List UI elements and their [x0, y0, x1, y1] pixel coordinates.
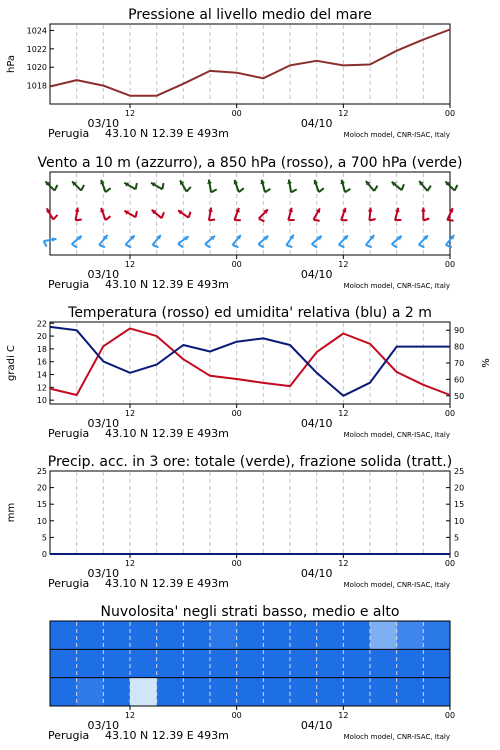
time-tick-label: 00	[444, 559, 456, 568]
location-name: Perugia	[48, 729, 90, 742]
time-tick-label: 12	[338, 559, 349, 568]
wind-arrow	[208, 208, 215, 221]
time-tick-label: 12	[338, 409, 349, 418]
wind-arrow	[180, 180, 191, 191]
wind-level-0	[45, 180, 457, 193]
time-tick-label: 12	[124, 559, 136, 568]
wind-arrow	[100, 180, 110, 192]
y-tick-label-right: 15	[454, 500, 465, 510]
time-tick-label: 00	[444, 260, 456, 269]
cloud-cell	[263, 678, 290, 707]
wind-arrow-barb	[265, 189, 270, 192]
clouds-title: Nuvolosita' negli strati basso, medio e alto	[100, 604, 400, 620]
wind-arrow	[45, 181, 57, 190]
wind-arrow-barb	[55, 185, 58, 191]
wind-arrow-barb	[136, 211, 137, 217]
temperature-gridlines	[77, 323, 424, 403]
wind-arrow-barb	[187, 187, 191, 192]
wind-arrow	[152, 210, 164, 218]
y-tick-label: 1020	[26, 63, 47, 73]
wind-arrow	[287, 180, 296, 193]
wind-arrow	[340, 180, 350, 193]
y-tick-label: 16	[36, 357, 47, 367]
wind-arrow-barb	[259, 219, 265, 222]
date-label: 03/10	[87, 567, 120, 580]
cloud-cell	[370, 621, 397, 650]
location-name: Perugia	[48, 427, 90, 440]
date-label: 04/10	[300, 417, 333, 430]
cloud-cell	[397, 678, 424, 707]
cloud-cell	[263, 621, 290, 650]
pressure-frame	[50, 24, 450, 104]
precipitation-panel	[6, 454, 464, 590]
wind-arrow-barb	[76, 219, 82, 220]
location-coords: 43.10 N 12.39 E 493m	[105, 577, 229, 590]
wind-level-1	[47, 208, 454, 222]
wind-panel	[37, 155, 462, 291]
wind-arrow-barb	[239, 188, 244, 192]
wind-arrow	[75, 208, 82, 221]
time-tick-label: 00	[231, 409, 242, 418]
time-tick-label: 12	[338, 109, 349, 118]
y-tick-label-right: 5	[454, 533, 460, 543]
y-tick-label: 1024	[26, 26, 47, 36]
wind-arrow	[234, 180, 244, 192]
wind-arrow-barb	[319, 188, 324, 192]
cloud-cells	[50, 621, 451, 707]
location-coords: 43.10 N 12.39 E 493m	[105, 278, 229, 291]
cloud-cell	[343, 621, 370, 650]
wind-arrow	[313, 208, 320, 221]
wind-arrow-barb	[136, 183, 137, 189]
time-tick-label: 00	[231, 260, 242, 269]
cloud-cell	[290, 649, 317, 678]
cloud-cell	[183, 678, 210, 707]
wind-arrow-barb	[178, 244, 183, 248]
location-name: Perugia	[48, 577, 90, 590]
date-label: 03/10	[87, 268, 120, 281]
humidity-line	[50, 327, 450, 396]
y-tick-label: 1018	[26, 81, 47, 91]
y-axis-label: mm	[6, 502, 17, 523]
wind-arrow	[341, 208, 347, 220]
cloud-cell	[370, 678, 397, 707]
precipitation-frame	[50, 471, 450, 554]
wind-arrow	[445, 181, 457, 190]
location-name: Perugia	[48, 127, 90, 140]
wind-arrow-barb	[99, 245, 105, 247]
cloud-cell	[343, 678, 370, 707]
wind-arrow	[207, 180, 216, 193]
wind-arrow-barb	[345, 189, 350, 192]
cloud-cell	[317, 649, 344, 678]
y-tick-label-right: 10	[454, 516, 465, 526]
y-tick-label-right: 20	[454, 483, 465, 493]
wind-arrow-barb	[162, 183, 163, 189]
cloud-cell	[157, 678, 184, 707]
wind-arrow-barb	[106, 216, 111, 220]
y-tick-label-right: 70	[454, 359, 465, 368]
cloud-cell	[103, 621, 130, 650]
time-tick-label: 00	[231, 711, 242, 720]
location-coords: 43.10 N 12.39 E 493m	[105, 427, 229, 440]
cloud-cell	[210, 649, 237, 678]
cloud-cell	[130, 678, 157, 707]
model-credit: Moloch model, CNR-ISAC, Italy	[343, 131, 450, 139]
wind-arrow-head	[421, 208, 426, 212]
model-credit: Moloch model, CNR-ISAC, Italy	[343, 581, 450, 589]
y-tick-label: 12	[36, 383, 47, 393]
time-tick-label: 12	[124, 260, 136, 269]
pressure-title: Pressione al livello medio del mare	[128, 7, 372, 23]
temperature-line	[50, 328, 450, 395]
cloud-cell	[157, 649, 184, 678]
y-tick-label: 14	[36, 370, 47, 380]
model-credit: Moloch model, CNR-ISAC, Italy	[343, 431, 450, 439]
y-axis-label: hPa	[6, 54, 17, 74]
wind-arrow-barb	[152, 245, 158, 247]
wind-arrow	[178, 210, 190, 217]
y-tick-label: 22	[36, 319, 47, 329]
wind-arrow-barb	[366, 245, 372, 247]
cloud-cell	[130, 649, 157, 678]
time-tick-label: 00	[231, 559, 242, 568]
clouds-panel	[48, 604, 455, 742]
cloud-cell	[343, 649, 370, 678]
wind-arrow	[314, 180, 324, 192]
wind-arrow-barb	[402, 184, 404, 190]
precipitation-title: Precip. acc. in 3 ore: totale (verde), frazione solida (tratt.)	[47, 454, 453, 470]
wind-arrow-barb	[291, 189, 297, 192]
time-tick-label: 12	[124, 409, 136, 418]
wind-arrow-barb	[106, 188, 111, 192]
cloud-cell	[157, 621, 184, 650]
y-tick-label-right: 60	[454, 375, 465, 385]
y-tick-label: 0	[41, 550, 47, 559]
wind-arrow	[366, 181, 378, 191]
y-tick-label-right: 25	[454, 467, 465, 476]
time-tick-label: 00	[231, 109, 242, 118]
wind-arrow-barb	[189, 212, 191, 218]
y-tick-label: 25	[36, 467, 47, 476]
wind-arrow-barb	[209, 219, 215, 220]
cloud-cell	[317, 621, 344, 650]
wind-level-2	[44, 235, 455, 248]
model-credit: Moloch model, CNR-ISAC, Italy	[343, 282, 450, 290]
cloud-cell	[210, 621, 237, 650]
wind-arrow-barb	[232, 245, 238, 247]
cloud-cell	[317, 678, 344, 707]
cloud-cell	[77, 678, 104, 707]
wind-arrow	[392, 182, 404, 190]
wind-arrow	[260, 180, 270, 193]
wind-arrow	[368, 208, 376, 221]
date-label: 04/10	[300, 268, 333, 281]
cloud-cell	[290, 678, 317, 707]
wind-arrow	[419, 181, 431, 191]
time-tick-label: 12	[124, 711, 136, 720]
cloud-cell	[130, 621, 157, 650]
wind-arrow-barb	[81, 185, 84, 191]
y-tick-label-right: 80	[454, 342, 465, 352]
wind-arrow-barb	[286, 245, 292, 247]
time-tick-label: 12	[338, 260, 349, 269]
y-axis-label: gradi C	[6, 345, 17, 381]
y-axis-label-right: %	[481, 358, 492, 368]
wind-arrow	[100, 208, 110, 220]
pressure-series-line	[50, 30, 450, 96]
cloud-cell	[50, 621, 77, 650]
cloud-cell	[370, 649, 397, 678]
cloud-cell	[103, 678, 130, 707]
cloud-cell	[290, 621, 317, 650]
location-name: Perugia	[48, 278, 90, 291]
cloud-cell	[183, 621, 210, 650]
cloud-cell	[237, 649, 264, 678]
cloud-cell	[77, 649, 104, 678]
wind-arrow-barb	[374, 186, 377, 191]
wind-arrow	[72, 181, 84, 190]
precipitation-gridlines	[77, 472, 424, 553]
wind-arrow-barb	[53, 215, 57, 220]
model-credit: Moloch model, CNR-ISAC, Italy	[343, 733, 450, 741]
cloud-cell	[423, 649, 450, 678]
wind-arrow-barb	[211, 189, 217, 192]
temperature-frame	[50, 322, 450, 404]
y-tick-label: 1022	[26, 44, 47, 54]
cloud-cell	[237, 678, 264, 707]
y-tick-label: 5	[41, 533, 47, 543]
wind-arrow	[47, 208, 58, 219]
location-coords: 43.10 N 12.39 E 493m	[105, 127, 229, 140]
y-tick-label: 15	[36, 500, 47, 510]
wind-frame	[50, 172, 450, 255]
wind-arrow-barb	[162, 212, 164, 218]
cloud-cell	[77, 621, 104, 650]
wind-arrow-barb	[447, 220, 453, 221]
y-tick-label: 20	[36, 483, 47, 493]
wind-arrow-barb	[446, 245, 452, 247]
pressure-panel	[6, 7, 455, 140]
cloud-cell	[183, 649, 210, 678]
wind-arrow	[421, 208, 429, 221]
y-tick-label: 18	[36, 344, 47, 354]
time-tick-label: 12	[338, 711, 349, 720]
temperature-panel	[6, 305, 492, 440]
cloud-cell	[397, 621, 424, 650]
wind-arrow-barb	[428, 186, 431, 191]
time-tick-label: 00	[444, 711, 456, 720]
time-tick-label: 00	[444, 409, 456, 418]
cloud-cell	[263, 649, 290, 678]
date-label: 04/10	[300, 117, 333, 130]
cloud-cell	[50, 678, 77, 707]
date-label: 03/10	[87, 719, 120, 732]
cloud-cell	[237, 621, 264, 650]
y-tick-label-right: 90	[454, 326, 465, 336]
wind-arrow-barb	[313, 220, 319, 221]
date-label: 04/10	[300, 719, 333, 732]
date-label: 03/10	[87, 417, 120, 430]
cloud-cell	[423, 678, 450, 707]
wind-arrow	[395, 208, 401, 221]
wind-arrow	[124, 183, 137, 190]
cloud-cell	[397, 649, 424, 678]
wind-arrow	[288, 208, 294, 221]
cloud-cell	[423, 621, 450, 650]
y-tick-label-right: 0	[454, 550, 460, 559]
cloud-cell	[210, 678, 237, 707]
wind-arrow	[234, 208, 240, 220]
date-label: 03/10	[87, 117, 120, 130]
wind-arrow-head	[368, 208, 373, 212]
y-tick-label: 10	[36, 396, 47, 406]
cloud-cell	[103, 649, 130, 678]
time-tick-label: 12	[124, 109, 136, 118]
y-tick-label: 10	[36, 516, 47, 526]
cloud-cell	[50, 649, 77, 678]
wind-arrow-barb	[455, 185, 458, 191]
wind-title: Vento a 10 m (azzurro), a 850 hPa (rosso), a 700 hPa (verde)	[37, 155, 463, 171]
temperature-title: Temperatura (rosso) ed umidita' relativa (blu) a 2 m	[68, 305, 432, 321]
wind-arrow-barb	[44, 241, 47, 247]
wind-arrow	[124, 211, 137, 218]
date-label: 04/10	[300, 567, 333, 580]
location-coords: 43.10 N 12.39 E 493m	[105, 729, 229, 742]
y-tick-label: 20	[36, 332, 47, 342]
time-tick-label: 00	[444, 109, 456, 118]
y-tick-label-right: 50	[454, 391, 465, 401]
wind-arrow	[151, 183, 164, 190]
